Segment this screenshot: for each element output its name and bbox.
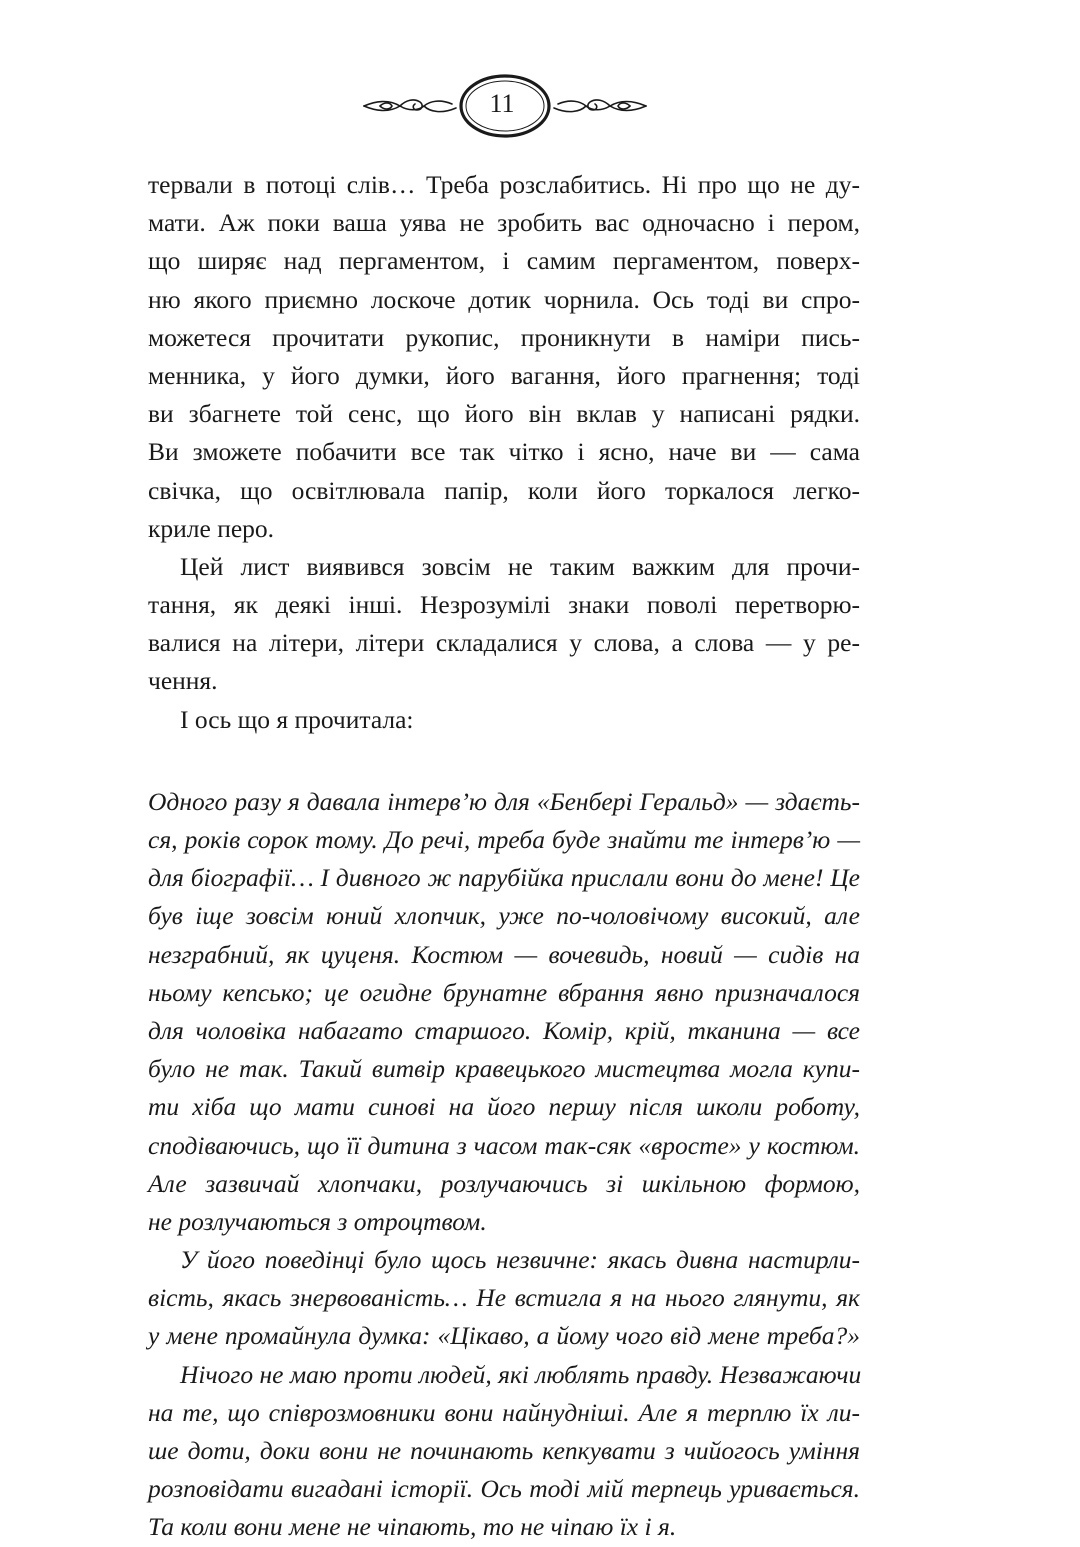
text-line: Одного разу я давала інтерв’ю для «Бенбері Геральд» — здаєть- — [148, 786, 860, 816]
text-line: ню якого приємно лоскоче дотик чорнила. Ось тоді ви спро- — [148, 284, 860, 314]
text-line: розповідати вигадані історії. Ось тоді мій терпець уривається. — [148, 1474, 860, 1504]
quoted-letter-paragraph — [148, 783, 860, 1241]
text-line: тервали в потоці слів… Треба розслабитись. Ні про що не ду- — [148, 170, 860, 199]
text-line: менника, у його думки, його вагання, його прагнення; тоді — [148, 360, 860, 390]
text-line: сподіваючись, що її дитина з часом так-сяк «вросте» у костюм. — [148, 1130, 860, 1160]
text-line: можетеся прочитати рукопис, проникнути в наміри пись- — [148, 322, 860, 352]
text-line: Ви зможете побачити все так чітко і ясно, наче ви — сама — [148, 437, 860, 467]
page-number: 11 — [489, 89, 515, 118]
text-line: тання, як деякі інші. Незрозумілі знаки поволі перетворю- — [148, 590, 860, 620]
text-line: у мене промайнула думка: «Цікаво, а йому чого від мене треба?» — [148, 1321, 860, 1351]
body-text — [148, 166, 860, 1547]
text-line: мати. Аж поки ваша уява не зробить вас одночасно і пером, — [148, 208, 860, 238]
text-line: криле перо. — [148, 513, 275, 543]
section-gap — [148, 739, 860, 783]
text-line: валися на літери, літери складалися у слова, а слова — у ре- — [148, 628, 860, 658]
text-line: ви збагнете той сенс, що його він вклав у написані рядки. — [148, 399, 860, 429]
text-line: був іще зовсім юний хлопчик, уже по-чоловічому високий, але — [148, 901, 860, 931]
paragraph — [148, 166, 860, 548]
text-line: свічка, що освітлювала папір, коли його торкалося легко- — [148, 475, 860, 505]
text-line: вість, якась знервованість… Не встигла я на нього глянути, як — [148, 1283, 860, 1313]
text-line: Нічого не маю проти людей, які люблять правду. Незважаючи — [180, 1359, 862, 1389]
text-line: Та коли вони мене не чіпають, то не чіпаю їх і я. — [148, 1512, 677, 1542]
text-line: ше доти, доки вони не починають кепкувати з чийогось уміння — [148, 1436, 860, 1465]
text-line: ся, років сорок тому. До речі, треба буде знайти те інтерв’ю — — [148, 825, 860, 854]
quoted-letter-paragraph — [148, 1356, 860, 1547]
paragraph — [148, 701, 860, 739]
text-line: незграбний, як цуценя. Костюм — вочевидь, новий — сидів на — [148, 939, 860, 969]
text-line: І ось що я прочитала: — [180, 704, 414, 734]
page-header — [0, 66, 1080, 146]
text-line: ти хіба що мати синові на його першу після школи роботу, — [148, 1092, 860, 1122]
paragraph — [148, 548, 860, 701]
text-line: для біографії… І дивного ж парубійка прислали вони до мене! Це — [148, 863, 860, 893]
text-line: У його поведінці було щось незвичне: якась дивна настирли- — [180, 1245, 860, 1275]
text-line: Цей лист виявився зовсім не таким важким для прочи- — [180, 551, 860, 581]
text-line: було не так. Такий витвір кравецького мистецтва могла купи- — [148, 1054, 860, 1084]
text-line: Але зазвичай хлопчаки, розлучаючись зі шкільною формою, — [148, 1168, 860, 1198]
text-line: що ширяє над пергаментом, і самим пергаментом, поверх- — [148, 246, 860, 276]
text-line: на те, що співрозмовники вони найнудніші. Але я терплю їх ли- — [148, 1397, 860, 1427]
text-line: ньому кепсько; це огидне брунатне вбрання явно призначалося — [148, 977, 860, 1007]
quoted-letter-paragraph — [148, 1241, 860, 1356]
text-line: не розлучаються з отроцтвом. — [148, 1206, 487, 1236]
text-line: чення. — [148, 666, 218, 696]
text-line: для чоловіка набагато старшого. Комір, крій, тканина — все — [148, 1015, 860, 1045]
